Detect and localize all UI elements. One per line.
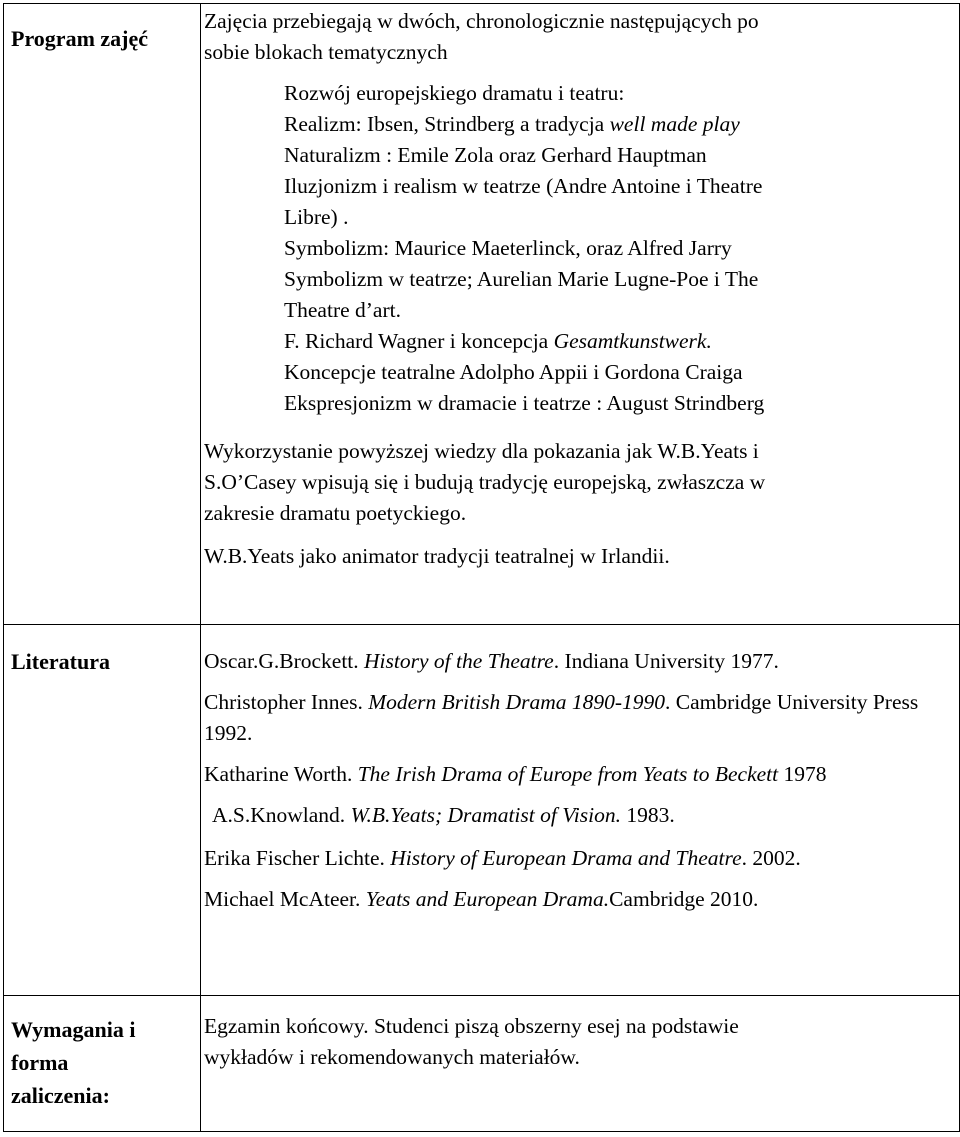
literature-item: Erika Fischer Lichte. History of European Drama and Theatre. 2002.	[204, 846, 801, 870]
program-block-yeats-ocasey	[204, 436, 951, 529]
requirements-content-cell	[201, 996, 960, 1132]
requirements-label-cell	[4, 996, 201, 1132]
literature-item: Michael McAteer. Yeats and European Drama.Cambridge 2010.	[204, 887, 759, 911]
program-topics	[204, 78, 951, 419]
program-block-line: zakresie dramatu poetyckiego.	[204, 501, 467, 525]
topic-item: Theatre d’art.	[284, 298, 401, 322]
topic-item: Naturalizm : Emile Zola oraz Gerhard Hauptman	[284, 143, 707, 167]
topic-item: F. Richard Wagner i koncepcja Gesamtkunstwerk.	[284, 329, 712, 353]
literature-item: Oscar.G.Brockett. History of the Theatre. Indiana University 1977.	[204, 649, 779, 673]
program-block-line: S.O’Casey wpisują się i budują tradycję europejską, zwłaszcza w	[204, 470, 766, 494]
program-block-line: Wykorzystanie powyższej wiedzy dla pokazania jak W.B.Yeats i	[204, 439, 759, 463]
program-intro-line: sobie blokach tematycznych	[204, 40, 448, 64]
topic-item: Symbolizm w teatrze; Aurelian Marie Lugne-Poe i The	[284, 267, 759, 291]
topic-item: Iluzjonizm i realism w teatrze (Andre Antoine i Theatre	[284, 174, 763, 198]
literature-content-cell	[201, 625, 960, 996]
requirements-text: Egzamin końcowy. Studenci piszą obszerny esej na podstawie wykładów i rekomendowanych materiałów.	[204, 1014, 739, 1069]
program-block-yeats-animator: W.B.Yeats jako animator tradycji teatralnej w Irlandii.	[204, 544, 670, 568]
topic-item: Rozwój europejskiego dramatu i teatru:	[284, 81, 625, 105]
literature-list	[201, 625, 959, 915]
requirements-label: Wymagania i forma zaliczenia:	[11, 1017, 136, 1108]
literature-item: Christopher Innes. Modern British Drama 1890-1990. Cambridge University Press 1992.	[204, 690, 919, 745]
program-intro	[204, 6, 951, 68]
literature-label-cell	[4, 625, 201, 996]
literature-item: Katharine Worth. The Irish Drama of Europe from Yeats to Beckett 1978	[204, 762, 827, 786]
topic-item: Libre) .	[284, 205, 349, 229]
topic-item: Ekspresjonizm w dramacie i teatrze : August Strindberg	[284, 391, 765, 415]
program-content-cell	[201, 4, 960, 625]
program-row	[4, 4, 960, 625]
literature-row	[4, 625, 960, 996]
literature-item: A.S.Knowland. W.B.Yeats; Dramatist of Vision. 1983.	[212, 803, 675, 827]
syllabus-table	[3, 3, 960, 1132]
program-label-cell	[4, 4, 201, 625]
literature-label: Literatura	[11, 649, 110, 674]
requirements-row	[4, 996, 960, 1132]
program-label: Program zajęć	[11, 26, 149, 51]
program-intro-line: Zajęcia przebiegają w dwóch, chronologicznie następujących po	[204, 9, 759, 33]
topic-item: Realizm: Ibsen, Strindberg a tradycja well made play	[284, 112, 740, 136]
topic-item: Koncepcje teatralne Adolpho Appii i Gordona Craiga	[284, 360, 743, 384]
topic-item: Symbolizm: Maurice Maeterlinck, oraz Alfred Jarry	[284, 236, 732, 260]
